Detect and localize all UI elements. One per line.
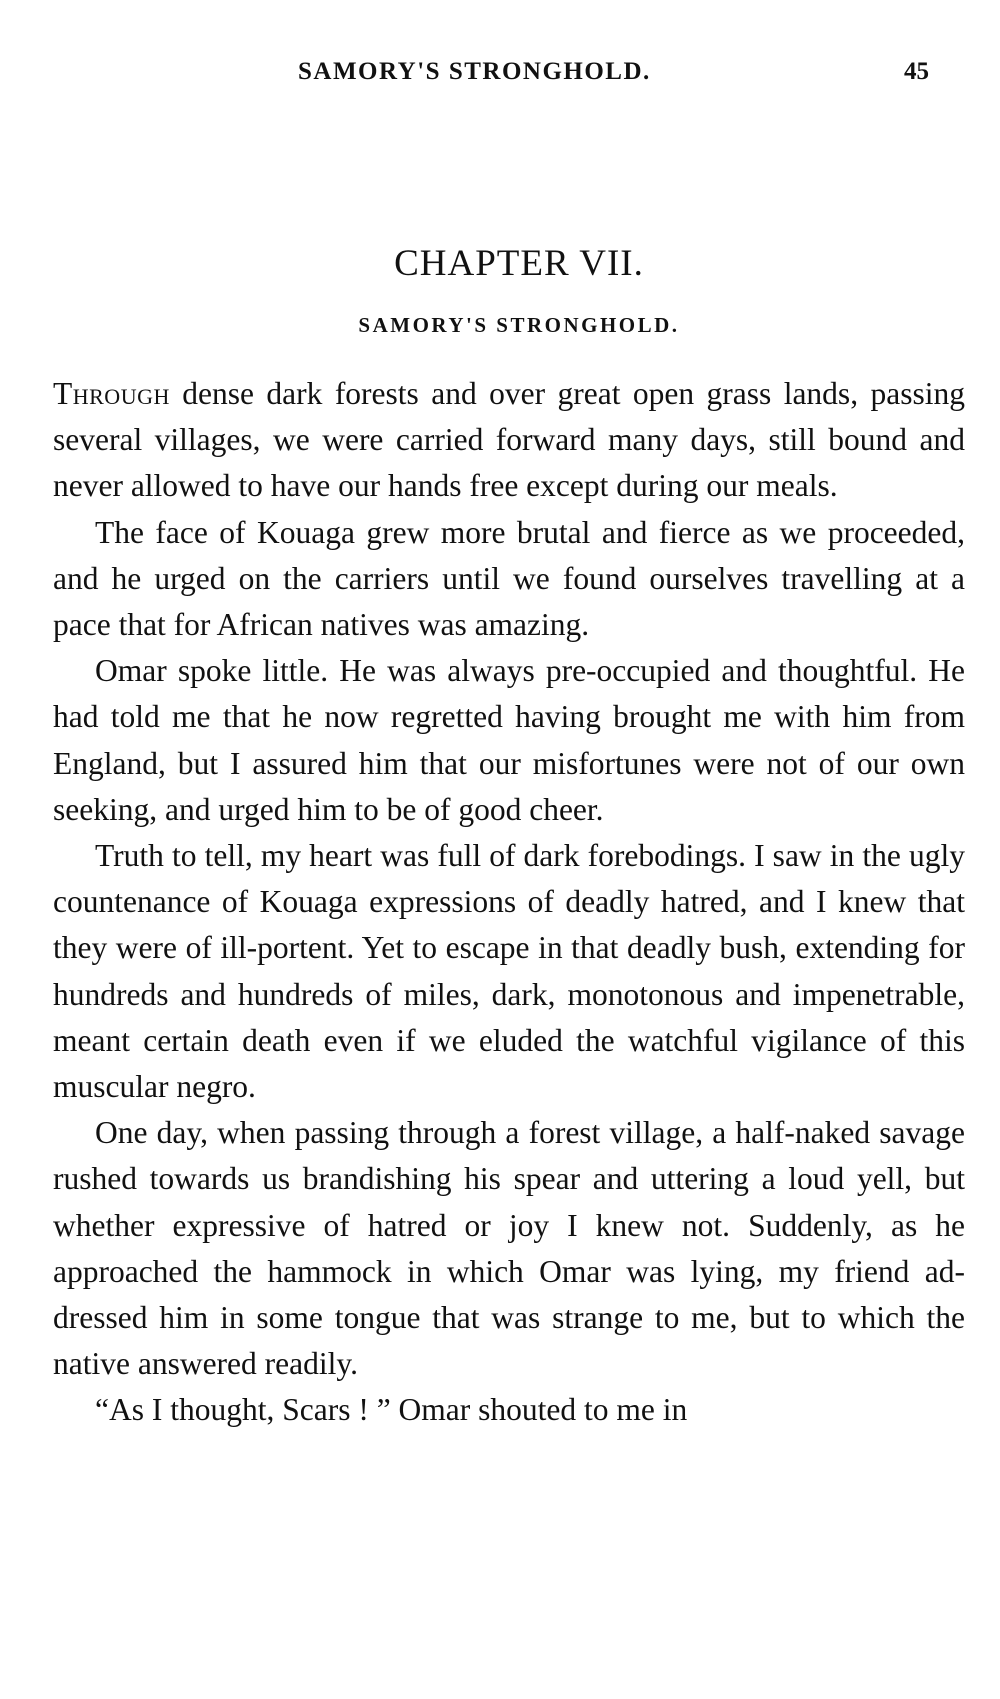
page-number: 45 [904, 58, 929, 85]
paragraph-2: The face of Kouaga grew more brutal and fierce as we proceeded, and he urged on the carriers until we found ourselves travelling at a pace that for African natives was amazing. [53, 514, 965, 643]
paragraph-1-text: dense dark forests and over great open grass lands, passing several villages, we were carried forward many days, still bound and never allowed to have our hands free except during our meals. [53, 376, 965, 504]
chapter-heading: CHAPTER VII. [394, 243, 644, 284]
paragraph-1 [53, 371, 965, 510]
paragraph-6: “As I thought, Scars ! ” Omar shouted to me in [95, 1392, 688, 1428]
body-text [53, 371, 965, 1434]
opening-word: Through [53, 376, 170, 411]
paragraph-3: Omar spoke little. He was always pre-occupied and thoughtful. He had told me that he now regretted having brought me with him from England, but I assured him that our misfortunes were not of our own seeking, and urged him to be of good cheer. [53, 653, 965, 827]
paragraph-4: Truth to tell, my heart was full of dark forebodings. I saw in the ugly countenance of Kouaga expressions of deadly hatred, and I knew that they were of ill-portent. Yet to escape in that deadly bush, extending for hundreds and hundreds of miles, dark, monotonous and impenetrable, meant certain death even if we eluded the watchful vigilance of this muscular negro. [53, 838, 965, 1105]
running-title: SAMORY'S STRONGHOLD. [298, 58, 651, 85]
chapter-subtitle: SAMORY'S STRONGHOLD. [358, 313, 680, 337]
running-header [0, 58, 1000, 98]
paragraph-5: One day, when passing through a forest village, a half-naked savage rushed towards us brandishing his spear and uttering a loud yell, but whether expressive of hatred or joy I knew not. Suddenly, as he approached the hammock in which Omar was lying, my friend ad-dressed him in some tongue that was strange to me, but to which the native answered readily. [53, 1115, 965, 1382]
